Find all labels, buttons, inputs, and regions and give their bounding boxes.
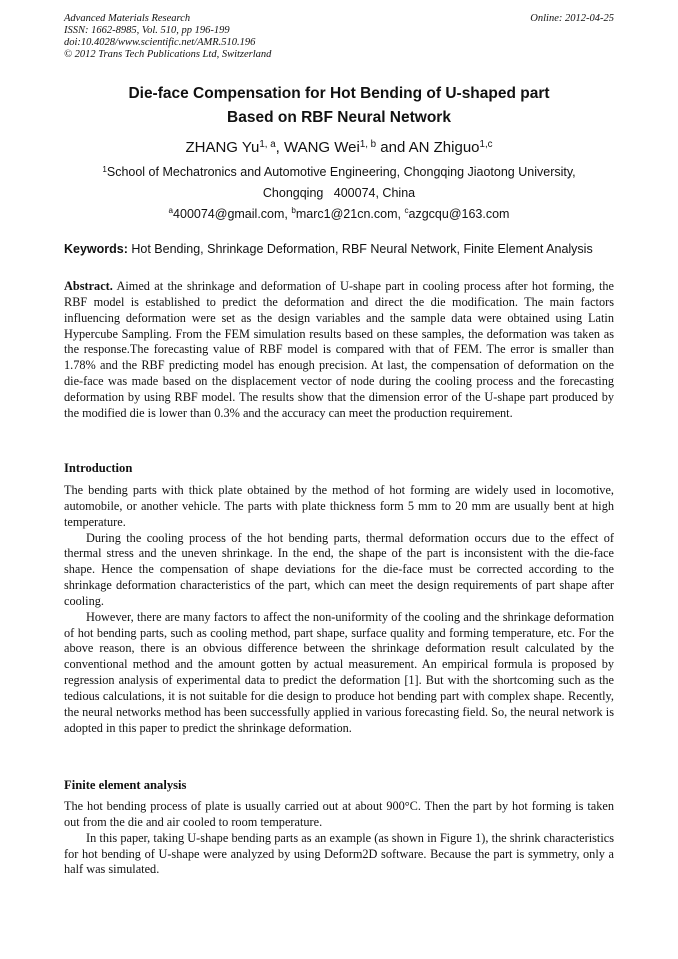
author-separator: and <box>376 139 409 156</box>
keywords-label: Keywords: <box>64 242 128 256</box>
email-sup: a <box>168 206 174 215</box>
copyright-line: © 2012 Trans Tech Publications Ltd, Switzerland <box>64 49 272 60</box>
fea-body <box>64 799 614 878</box>
affiliation-line-1: School of Mechatronics and Automotive Engineering, Chongqing Jiaotong University, <box>106 165 576 179</box>
affiliation-sup: 1 <box>102 165 107 174</box>
paragraph: During the cooling process of the hot bending parts, thermal deformation occurs due to the effect of thermal stress and the uneven shrinkage. In the end, the shape of the part is inconsistent with the die-face shape. Hence the compensation of shape deviations for the die-face must be corrected according to the shrinkage deformation characteristics of the part, which can meet the design requirements of part shape after cooling. <box>64 530 614 608</box>
author-affil-sup: 1,c <box>479 139 493 150</box>
email-address: 400074@gmail.com <box>173 207 285 221</box>
affiliation <box>64 162 614 204</box>
email-sup: b <box>291 206 296 215</box>
email-address: marc1@21cn.com <box>295 207 398 221</box>
paragraph: In this paper, taking U-shape bending parts as an example (as shown in Figure 1), the shrink characteristics for hot bending of U-shape were analyzed by using Deform2D software. Because the part is symmetry, only a half was simulated. <box>64 830 614 877</box>
doi-line: doi:10.4028/www.scientific.net/AMR.510.196 <box>64 37 256 48</box>
author-name: ZHANG Yu <box>185 139 260 156</box>
email-separator: , <box>284 207 292 221</box>
author-affil-sup: 1, a <box>259 139 276 150</box>
keywords <box>64 240 614 258</box>
email-sup: c <box>404 206 409 215</box>
email-separator: , <box>397 207 405 221</box>
paper-title <box>64 82 614 130</box>
abstract-text: Aimed at the shrinkage and deformation of U-shape part in cooling process after hot forming, the RBF model is established to predict the deformation and direct the die modification. The main factors influencing deformation were set as the design variables and the sample data were obtained using Latin Hypercube Sampling. From the FEM simulation results based on these samples, the deformation was taken as the response.The forecasting value of RBF model is compared with that of FEM. The error is smaller than 1.78% and the RBF predicting model has enough precision. At last, the compensation of deformation on the die-face was made based on the displacement vector of node during the cooling process and the forecasting deformation by using RBF model. The results show that the dimension error of the U-shape part produced by the modified die is lower than 0.3% and the accuracy can meet the production requirement. <box>64 279 614 420</box>
author-separator: , <box>275 139 284 156</box>
affiliation-line-2: Chongqing 400074, China <box>262 186 416 200</box>
introduction-heading: Introduction <box>64 461 133 475</box>
title-line-2: Based on RBF Neural Network <box>227 109 451 126</box>
journal-header <box>64 13 614 61</box>
introduction-body <box>64 483 614 737</box>
author-affil-sup: 1, b <box>359 139 377 150</box>
author-name: WANG Wei <box>283 139 360 156</box>
keywords-text: Hot Bending, Shrinkage Deformation, RBF Neural Network, Finite Element Analysis <box>127 242 593 256</box>
email-address: azgcqu@163.com <box>408 207 510 221</box>
fea-heading: Finite element analysis <box>64 778 187 792</box>
online-date: Online: 2012-04-25 <box>530 13 614 24</box>
abstract <box>64 279 614 422</box>
paragraph: The hot bending process of plate is usually carried out at about 900°C. Then the part by hot forming is taken out from the die and air cooled to room temperature. <box>64 799 614 829</box>
journal-name: Advanced Materials Research <box>64 13 191 24</box>
email-list <box>64 204 614 224</box>
author-list <box>64 138 614 158</box>
paragraph: The bending parts with thick plate obtained by the method of hot forming are widely used in locomotive, automobile, or another vehicle. The parts with plate thickness form 5 mm to 20 mm are usually bent at high temperature. <box>64 483 614 529</box>
abstract-label: Abstract. <box>64 279 113 293</box>
paragraph: However, there are many factors to affect the non-uniformity of the cooling and the shrinkage deformation of hot bending parts, such as cooling method, part shape, surface quality and forming temperature, etc. For the above reason, there is an obvious difference between the shrinkage deformation result calculated by the conventional method and the amount gotten by actual measurement. An empirical formula is proposed by regression analysis of experimental data to predict the deformation [1]. But with the shortcoming such as the tedious calculations, it is not suitable for die design to produce hot bending part with complex shape. Recently, the neural networks method has been successfully applied in various forecasting field. So, the neural network is adopted in this paper to predict the shrinkage deformation. <box>64 609 614 735</box>
author-name: AN Zhiguo <box>408 139 480 156</box>
title-line-1: Die-face Compensation for Hot Bending of U-shaped part <box>128 85 550 102</box>
issn-line: ISSN: 1662-8985, Vol. 510, pp 196-199 <box>64 25 230 36</box>
